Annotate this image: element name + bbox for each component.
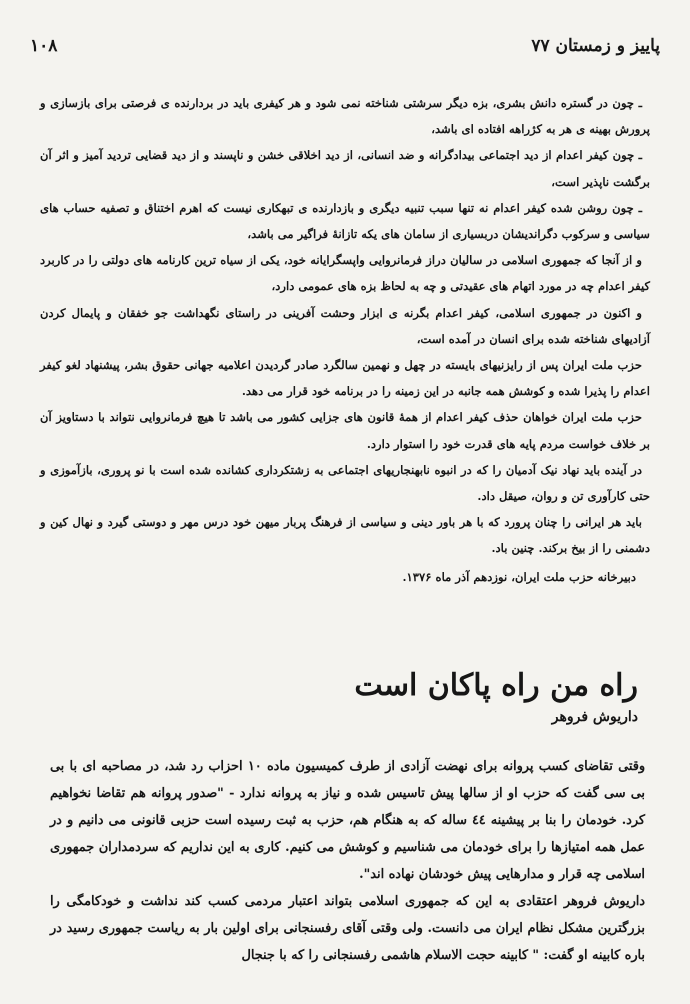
statement-block <box>40 90 650 590</box>
statement-paragraph: ـ چون کیفر اعدام از دید اجتماعی بیدادگرانه و ضد انسانی، از دید اخلاقی خشن و ناپسند و از دید قضایی تردید آمیز و اثر آن برگشت ناپذیر است، <box>40 148 650 189</box>
article-title: راه من راه پاکان است <box>354 668 638 703</box>
statement-paragraph: حزب ملت ایران خواهان حذف کیفر اعدام از همهٔ قانون های جزایی کشور می باشد تا هیچ فرمانروایی نتواند با دستاویز آن بر خلاف خواست مردم پایه های قدرت خود را استوار دارد. <box>40 410 650 451</box>
article-paragraph: وقتی تقاضای کسب پروانه برای نهضت آزادی از طرف کمیسیون ماده ۱۰ احزاب رد شد، در مصاحبه ای با بی بی سی گفت که حزب او از سالها پیش تاسیس شده و نیاز به پروانه ندارد - "صدور پروانه هم تقاضا نخواهیم کرد. خودمان را بنا بر پیشینه ٤٤ ساله که به هنگام هم، حزب به ثبت رسیده است حزبی قانونی می دانیم و در عمل همه امتیازها را برای خودمان می شناسیم و کوشش می کنیم. کاری به این نداریم که سردمداران جمهوری اسلامی چه قرار و مدارهایی پیش خودشان نهاده اند". <box>50 759 646 882</box>
article-paragraph: داریوش فروهر اعتقادی به این که جمهوری اسلامی بتواند اعتبار مردمی کسب کند نداشت و خودکامگی را بزرگترین مشکل نظام ایران می دانست. ولی وقتی آقای رفسنجانی برای اولین بار به ریاست جمهوری رسید در باره کابینه او گفت: " کابینه حجت الاسلام هاشمی رفسنجانی را که با جنجال <box>50 894 645 963</box>
statement-paragraph: و اکنون در جمهوری اسلامی، کیفر اعدام بگرنه ی ابزار وحشت آفرینی در راستای نگهداشت جو خفقان و پایمال کردن آزادیهای شناخته شده برای انسان در آمده است، <box>40 305 650 346</box>
statement-paragraph: در آینده باید نهاد نیک آدمیان را که در انبوه نابهنجاریهای اجتماعی به زشتکرداری کشانده شده است با نو پروری، بازآموزی و حتی کارآوری تن و روان، صیقل داد. <box>40 462 650 504</box>
statement-paragraph: باید هر ایرانی را چنان پرورد که با هر باور دینی و سیاسی از فرهنگ پربار میهن خود درس مهر و دوستی گیرد و نهال کین و دشمنی را از بیخ برکند. چنین باد. <box>40 515 650 556</box>
statement-paragraph: ـ چون روشن شده کیفر اعدام نه تنها سبب تنبیه دیگری و بازدارنده ی تبهکاری نیست که اهرم اختناق و تصفیه حساب های سیاسی و سرکوب دگراندیشان دربسیاری از سامان های یکه تازانهٔ فراگیر می باشد، <box>40 200 650 242</box>
statement-signature: دبیرخانه حزب ملت ایران، نوزدهم آذر ماه ۱۳۷۶. <box>402 569 636 584</box>
page-number: ۱۰۸ <box>30 36 58 56</box>
statement-paragraph: و از آنجا که جمهوری اسلامی در سالیان دراز فرمانروایی واپسگرایانه خود، یکی از سیاه ترین کارنامه های دولتی را در کاربرد کیفر اعدام چه در مورد اتهام های عقیدتی و چه به لحاظ بزه های عمومی دارد، <box>40 253 650 294</box>
statement-paragraph: ـ چون در گستره دانش بشری، بزه دیگر سرشتی شناخته نمی شود و هر کیفری باید در بردارنده ی فرصتی برای بازسازی و پرورش بهینه ی هر به کژراهه افتاده ای باشد، <box>40 96 650 137</box>
statement-paragraph: حزب ملت ایران پس از رایزنیهای بایسته در چهل و نهمین سالگرد صادر گردیدن اعلامیه جهانی حقوق بشر، پیشنهاد لغو کیفر اعدام را پذیرا شده و کوشش همه جانبه در این زمینه را در برنامه خود قرار می دهد. <box>40 358 650 399</box>
article-body <box>50 753 645 969</box>
issue-title: پاییز و زمستان ۷۷ <box>531 36 660 56</box>
running-header <box>30 36 660 60</box>
article-author: داریوش فروهر <box>551 709 638 725</box>
